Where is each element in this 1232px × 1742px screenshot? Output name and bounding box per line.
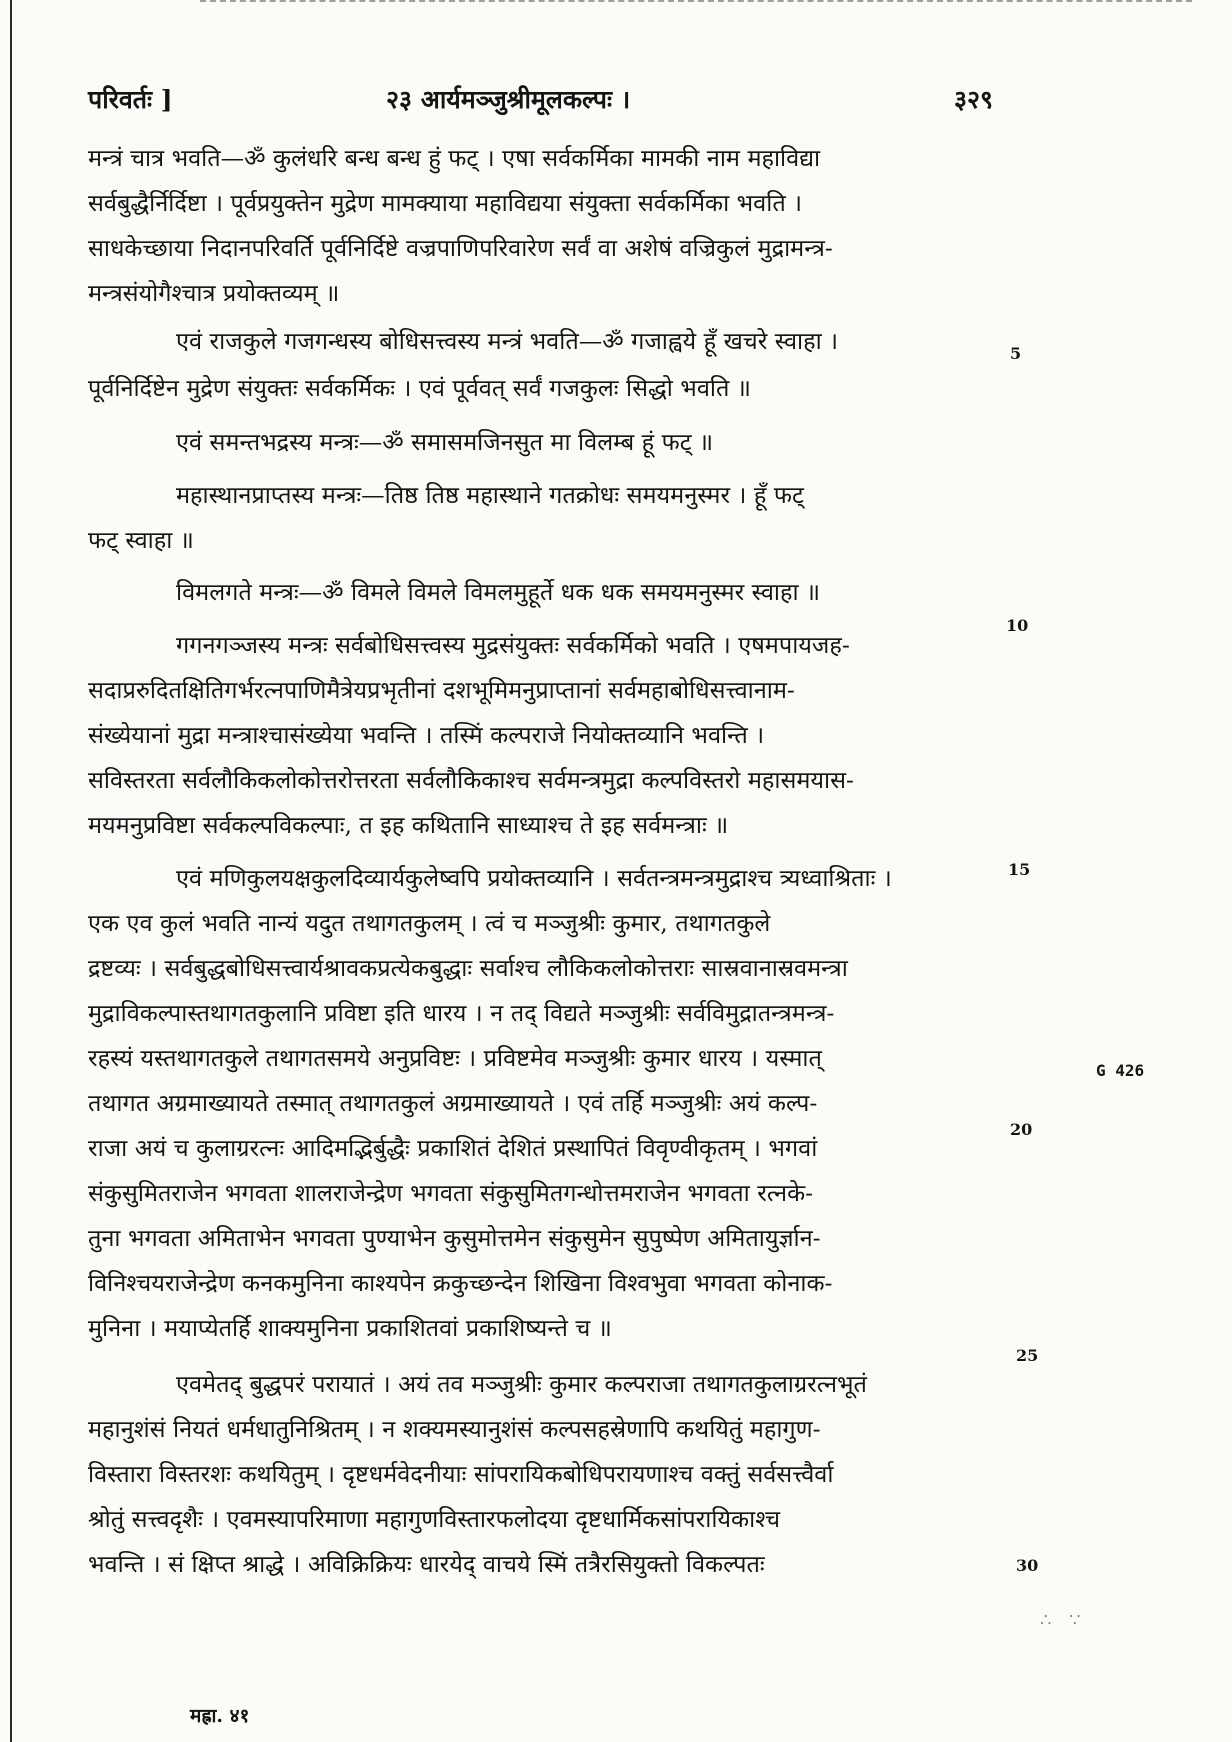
line-number: 5	[1010, 344, 1022, 363]
text-line: सर्वबुद्धैर्निर्दिष्टा । पूर्वप्रयुक्तेन मुद्रेण मामक्याया महाविद्यया संयुक्ता सर्वकर्मिका भवति ।	[88, 189, 803, 217]
running-title: २३ आर्यमञ्जुश्रीमूलकल्पः ।	[386, 85, 631, 114]
text-line: एवं समन्तभद्रस्य मन्त्रः—ॐ समासमजिनसुत मा विलम्ब हूं फट् ॥	[176, 428, 714, 456]
text-line: साधकेच्छाया निदानपरिवर्ति पूर्वनिर्दिष्टे वज्रपाणिपरिवारेण सर्वं वा अशेषं वज्रिकुलं मुद्रामन्त्र-	[88, 234, 833, 262]
text-line: एवं राजकुले गजगन्धस्य बोधिसत्त्वस्य मन्त्रं भवति—ॐ गजाह्वये हूँ खचरे स्वाहा ।	[176, 327, 839, 355]
line-number: 30	[1016, 1556, 1039, 1575]
line-number: 20	[1010, 1120, 1033, 1139]
text-line: गगनगञ्जस्य मन्त्रः सर्वबोधिसत्त्वस्य मुद्रसंयुक्तः सर्वकर्मिको भवति । एषमपायजह-	[176, 631, 850, 659]
text-line: सदाप्ररुदितक्षितिगर्भरत्नपाणिमैत्रेयप्रभृतीनां दशभूमिमनुप्राप्तानां सर्वमहाबोधिसत्त्वानाम-	[88, 676, 795, 704]
line-number: 15	[1008, 860, 1031, 879]
page-number: ३२९	[953, 85, 993, 114]
text-line: मयमनुप्रविष्टा सर्वकल्पविकल्पाः, त इह कथितानि साध्याश्च ते इह सर्वमन्त्राः ॥	[88, 811, 729, 839]
text-line: मन्त्रसंयोगैश्चात्र प्रयोक्तव्यम् ॥	[88, 279, 340, 307]
margin-reference: G 426	[1096, 1061, 1145, 1080]
text-line: मुनिना । मयाप्येतर्हि शाक्यमुनिना प्रकाशितवां प्रकाशिष्यन्ते च ॥	[88, 1314, 612, 1342]
text-line: महानुशंसं नियतं धर्मधातुनिश्रितम् । न शक्यमस्यानुशंसं कल्पसहस्रेणापि कथयितुं महागुण-	[88, 1415, 821, 1443]
line-number: 10	[1006, 616, 1029, 635]
text-line: फट् स्वाहा ॥	[88, 526, 194, 554]
text-line: सविस्तरता सर्वलौकिकलोकोत्तरोत्तरता सर्वलौकिकाश्च सर्वमन्त्रमुद्रा कल्पविस्तरो महासमयास-	[88, 766, 854, 794]
text-line: एवं मणिकुलयक्षकुलदिव्यार्यकुलेष्वपि प्रयोक्तव्यानि । सर्वतन्त्रमन्त्रमुद्राश्च त्र्यध्वाश्रिताः ।	[176, 864, 892, 892]
text-line: पूर्वनिर्दिष्टेन मुद्रेण संयुक्तः सर्वकर्मिकः । एवं पूर्ववत् सर्वं गजकुलः सिद्धो भवति ॥	[88, 374, 751, 402]
text-line: एक एव कुलं भवति नान्यं यदुत तथागतकुलम् । त्वं च मञ्जुश्रीः कुमार, तथागतकुले	[88, 909, 771, 937]
text-line: तुना भगवता अमिताभेन भगवता पुण्याभेन कुसुमोत्तमेन संकुसुमेन सुपुष्पेण अमितायुर्ज्ञान-	[88, 1224, 821, 1252]
text-line: संकुसुमितराजेन भगवता शालराजेन्द्रेण भगवता संकुसुमितगन्धोत्तमराजेन भगवता रत्नके-	[88, 1179, 814, 1207]
signature-mark: मह्रा. ४१	[190, 1705, 250, 1727]
text-line: एवमेतद् बुद्धपरं परायातं । अयं तव मञ्जुश्रीः कुमार कल्पराजा तथागतकुलाग्ररत्नभूतं	[176, 1370, 867, 1398]
text-line: संख्येयानां मुद्रा मन्त्राश्चासंख्येया भवन्ति । तस्मिं कल्पराजे नियोक्तव्यानि भवन्ति ।	[88, 721, 765, 749]
text-line: मन्त्रं चात्र भवति—ॐ कुलंधरि बन्ध बन्ध हुं फट् । एषा सर्वकर्मिका मामकी नाम महाविद्या	[88, 144, 821, 172]
text-line: विस्तारा विस्तरशः कथयितुम् । दृष्टधर्मवेदनीयाः सांपरायिकबोधिपरायणाश्च वक्तुं सर्वसत्त्वैर्वा	[88, 1460, 834, 1488]
text-line: श्रोतुं सत्त्वदृशैः । एवमस्यापरिमाणा महागुणविस्तारफलोदया दृष्टधार्मिकसांपरायिकाश्च	[88, 1505, 781, 1533]
text-line: रहस्यं यस्तथागतकुले तथागतसमये अनुप्रविष्टः । प्रविष्टमेव मञ्जुश्रीः कुमार धारय । यस्मात्	[88, 1044, 822, 1072]
chapter-marker: परिवर्तः ]	[88, 85, 173, 114]
text-line: विनिश्चयराजेन्द्रेण कनकमुनिना काश्यपेन क्रकुच्छन्देन शिखिना विश्वभुवा भगवता कोनाक-	[88, 1269, 833, 1297]
text-line: तथागत अग्रमाख्यायते तस्मात् तथागतकुलं अग्रमाख्यायते । एवं तर्हि मञ्जुश्रीः अयं कल्प-	[88, 1089, 818, 1117]
scan-top-marks	[200, 0, 1192, 10]
text-line: द्रष्टव्यः । सर्वबुद्धबोधिसत्त्वार्यश्रावकप्रत्येकबुद्धाः सर्वाश्च लौकिकलोकोत्तराः सास्रवानास्रवमन्त्रा	[88, 954, 848, 982]
page-header	[88, 82, 993, 122]
line-number: 25	[1016, 1346, 1039, 1365]
text-line: भवन्ति । सं क्षिप्त श्राद्धे । अविक्रिक्रियः धारयेद् वाचये स्मिं तत्रैरसियुक्तो विकल्पतः	[88, 1550, 765, 1578]
text-line: मुद्राविकल्पास्तथागतकुलानि प्रविष्टा इति धारय । न तद् विद्यते मञ्जुश्रीः सर्वविमुद्रातन्त्रमन्त्र-	[88, 999, 835, 1027]
page-edge-line	[10, 0, 12, 1742]
text-line: राजा अयं च कुलाग्ररत्नः आदिमद्भिर्बुद्धैः प्रकाशितं देशितं प्रस्थापितं विवृण्वीकृतम् । भगवां	[88, 1134, 818, 1162]
text-line: विमलगते मन्त्रः—ॐ विमले विमले विमलमुहूर्ते धक धक समयमनुस्मर स्वाहा ॥	[176, 578, 821, 606]
text-line: महास्थानप्राप्तस्य मन्त्रः—तिष्ठ तिष्ठ महास्थाने गतक्रोधः समयमनुस्मर । हूँ फट्	[176, 481, 804, 509]
scan-smudge: ∴ ∵	[1040, 1610, 1087, 1631]
